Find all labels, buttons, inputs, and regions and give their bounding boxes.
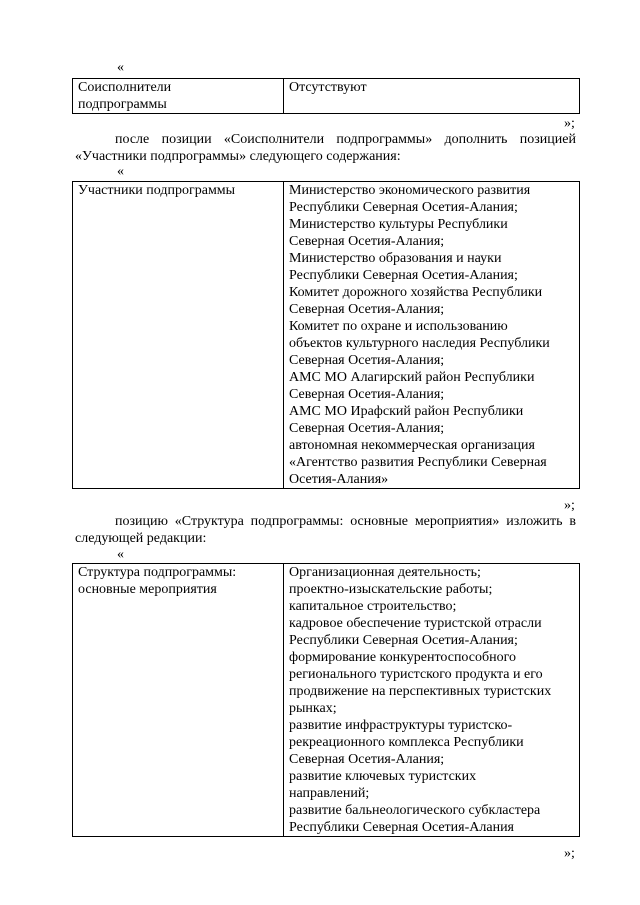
cell-line: подпрограммы <box>78 97 167 112</box>
cell-line: продвижение на перспективных туристских <box>289 684 552 699</box>
table-co-executors <box>72 78 580 114</box>
table-cell-value <box>284 182 580 489</box>
cell-line: Министерство образования и науки <box>289 251 502 266</box>
opening-quote-3: « <box>117 547 124 562</box>
paragraph-restate-structure: позицию «Структура подпрограммы: основные мероприятия» изложить в следующей редакции: <box>75 514 576 546</box>
cell-line: Участники подпрограммы <box>78 183 236 198</box>
cell-line: развитие ключевых туристских <box>289 769 477 784</box>
cell-line: развитие бальнеологического субкластера <box>289 803 541 818</box>
cell-line: Структура подпрограммы: <box>78 565 237 580</box>
table-participants <box>72 181 580 489</box>
cell-line: проектно-изыскательские работы; <box>289 582 493 597</box>
cell-line: Отсутствуют <box>289 80 367 95</box>
table-cell-value <box>284 564 580 837</box>
cell-line: Республики Северная Осетия-Алания; <box>289 268 518 283</box>
table-row <box>73 564 580 837</box>
cell-line: Республики Северная Осетия-Алания; <box>289 633 518 648</box>
cell-line: Республики Северная Осетия-Алания; <box>289 200 518 215</box>
cell-line: формирование конкурентоспособного <box>289 650 517 665</box>
cell-line: рекреационного комплекса Республики <box>289 735 524 750</box>
paragraph-add-participants: после позиции «Соисполнители подпрограммы» дополнить позицией «Участники подпрограммы» следующего содержания: <box>75 132 576 164</box>
cell-line: направлений; <box>289 786 370 801</box>
closing-quote-3: »; <box>564 846 575 861</box>
table-cell-label <box>73 564 284 837</box>
opening-quote-1: « <box>117 60 124 75</box>
cell-line: объектов культурного наследия Республики <box>289 336 550 351</box>
cell-line: Северная Осетия-Алания; <box>289 234 445 249</box>
cell-line: Северная Осетия-Алания; <box>289 752 445 767</box>
cell-line: регионального туристского продукта и его <box>289 667 543 682</box>
opening-quote-2: « <box>117 164 124 179</box>
cell-line: автономная некоммерческая организация <box>289 438 535 453</box>
cell-line: Соисполнители <box>78 80 172 95</box>
table-row <box>73 79 580 114</box>
cell-line: Северная Осетия-Алания; <box>289 302 445 317</box>
cell-line: Комитет дорожного хозяйства Республики <box>289 285 543 300</box>
closing-quote-2: »; <box>564 498 575 513</box>
table-structure <box>72 563 580 837</box>
cell-line: рынках; <box>289 701 337 716</box>
closing-quote-1: »; <box>564 116 575 131</box>
cell-line: Северная Осетия-Алания; <box>289 421 445 436</box>
cell-line: Северная Осетия-Алания; <box>289 387 445 402</box>
cell-line: Министерство экономического развития <box>289 183 531 198</box>
cell-line: Комитет по охране и использованию <box>289 319 508 334</box>
cell-line: развитие инфраструктуры туристско- <box>289 718 513 733</box>
cell-line: АМС МО Ирафский район Республики <box>289 404 524 419</box>
cell-line: Осетия-Алания» <box>289 472 389 487</box>
cell-line: Организационная деятельность; <box>289 565 481 580</box>
cell-line: Республики Северная Осетия-Алания <box>289 820 514 835</box>
cell-line: Министерство культуры Республики <box>289 217 508 232</box>
cell-line: «Агентство развития Республики Северная <box>289 455 547 470</box>
cell-line: кадровое обеспечение туристской отрасли <box>289 616 542 631</box>
table-cell-label <box>73 79 284 114</box>
table-cell-label <box>73 182 284 489</box>
cell-line: основные мероприятия <box>78 582 217 597</box>
cell-line: АМС МО Алагирский район Республики <box>289 370 535 385</box>
table-cell-value <box>284 79 580 114</box>
cell-line: капитальное строительство; <box>289 599 457 614</box>
table-row <box>73 182 580 489</box>
cell-line: Северная Осетия-Алания; <box>289 353 445 368</box>
